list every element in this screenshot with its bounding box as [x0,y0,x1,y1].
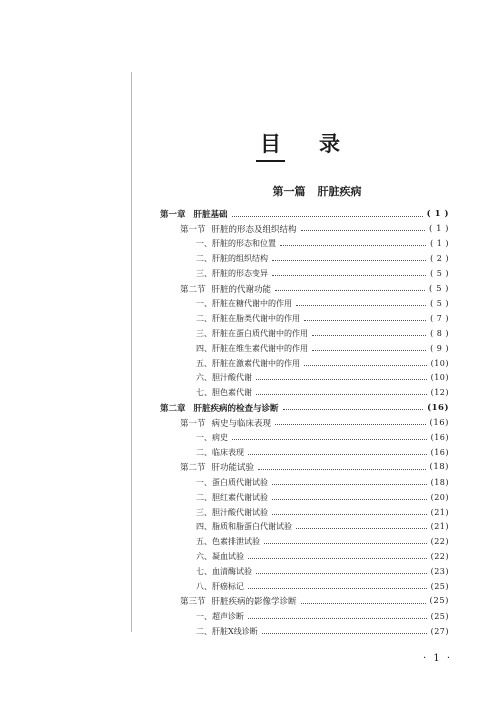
toc-entry-page: (16) [429,417,449,428]
toc-entry-section [180,222,449,236]
toc-entry-label [196,298,292,309]
toc-entry-item [196,341,449,355]
toc-entry-label [196,551,244,562]
toc-entry-number: 第二章 [160,403,186,414]
toc-entry-title: 三、肝脏在蛋白质代谢中的作用 [196,328,308,338]
dot-leader [232,439,427,440]
toc-entry-title: 二、临床表现 [196,447,244,457]
toc-entry-label [160,208,228,220]
dot-leader [248,588,427,589]
toc-entry-page: (16) [430,447,449,457]
toc-entry-page: ( 5 ) [430,298,449,308]
toc-entry-title: 七、胆色素代谢 [196,388,252,398]
toc-entry-item [196,431,449,445]
toc-entry-label [196,492,268,503]
toc-entry-item [196,505,449,519]
toc-entry-label [196,387,252,398]
part-name: 肝脏疾病 [317,185,362,198]
dot-leader [256,573,427,574]
toc-entry-number: 第一节 [180,418,206,429]
toc-entry-title: 六、胆汁酸代谢 [196,373,252,383]
toc-entry-number: 第二节 [180,463,206,474]
toc-entry-title: 肝脏疾病的影像学诊断 [211,597,297,608]
dot-leader [272,514,427,515]
toc-entry-label [196,566,252,577]
toc-entry-page: ( 1 ) [426,209,449,219]
dot-leader [296,305,426,306]
dot-leader [312,335,426,336]
toc-entry-page: ( 1 ) [430,239,449,249]
dot-leader [272,275,426,276]
toc-entry-title: 肝脏基础 [193,210,228,220]
toc-entry-item [196,520,449,534]
toc-entry-page: ( 7 ) [430,313,449,323]
toc-entry-item [196,267,449,281]
toc-entry-title: 一、蛋白质代谢试验 [196,477,268,487]
toc-entry-label [196,253,268,264]
toc-entry-title: 肝脏的代谢功能 [211,284,272,295]
toc-entry-title: 二、肝脏在脂类代谢中的作用 [196,313,300,323]
dot-leader [304,320,426,321]
toc-entry-page: (10) [430,358,449,368]
toc-entry-number: 第一章 [160,210,186,220]
dot-leader [264,543,427,544]
dot-leader [301,603,426,604]
part-heading [0,183,504,199]
toc-entry-item [196,311,449,325]
toc-entry-title: 五、色素排泄试验 [196,537,260,547]
dot-leader [256,394,427,395]
dot-leader [312,350,426,351]
toc-entry-chapter [160,207,449,221]
toc-entry-item [196,296,449,310]
toc-entry-label [196,581,244,592]
page-number: · 1 · [423,653,453,664]
toc-entry-title: 四、脂质和脂蛋白代谢试验 [196,522,292,532]
toc-entry-title: 六、凝血试验 [196,552,244,562]
toc-entry-item [196,535,449,549]
dot-leader [272,260,426,261]
dot-leader [304,365,427,366]
toc-entry-page: (25) [430,611,449,621]
toc-entry-title: 四、肝脏在维生素代谢中的作用 [196,343,308,353]
toc-entry-page: ( 8 ) [430,328,449,338]
toc-entry-section [180,416,449,430]
toc-entry-page: (16) [430,433,449,442]
toc-entry-label [196,343,308,354]
toc-entry-title: 三、胆汁酸代谢试验 [196,507,268,517]
toc-entry-item [196,624,449,638]
title-char-1: 目 [256,128,285,162]
toc-entry-section [180,282,449,296]
dot-leader [275,290,425,291]
toc-entry-page: (18) [430,477,449,487]
toc-entry-page: (22) [430,552,449,562]
toc-entry-title: 肝脏疾病的检查与诊断 [193,403,279,414]
toc-entry-label [196,521,292,532]
toc-entry-item [196,371,449,385]
toc-entry-label [196,328,308,339]
toc-entry-page: (20) [430,492,449,502]
toc-entry-page: (21) [430,522,449,532]
part-number: 第一篇 [272,185,306,198]
toc-entry-label [196,313,300,324]
toc-entry-title: 二、肝脏X线诊断 [196,626,258,636]
toc-entry-title: 八、肝癌标记 [196,582,244,591]
toc-entry-item [196,252,449,266]
dot-leader [248,558,427,559]
toc-entry-page: (16) [427,402,449,413]
toc-entry-number: 第二节 [180,284,206,295]
dot-leader [272,499,427,500]
toc-entry-item [196,490,449,504]
toc-entry-page: (21) [430,507,449,517]
toc-entry-page: (23) [430,567,449,577]
toc-entry-item [196,356,449,370]
dot-leader [262,633,427,634]
toc-entry-item [196,326,449,340]
dot-leader [283,409,424,410]
toc-entry-label [196,447,244,458]
toc-entry-item [196,565,449,579]
toc-entry-page: ( 5 ) [429,283,449,294]
toc-entry-title: 一、肝脏在糖代谢中的作用 [196,298,292,308]
toc-entry-number: 第一节 [180,224,206,235]
toc-entry-title: 一、肝脏的形态和位置 [196,239,276,249]
toc-entry-page: ( 9 ) [430,343,449,353]
dot-leader [256,379,427,380]
toc-entry-page: ( 5 ) [430,269,449,279]
toc-entry-chapter [160,401,449,415]
toc-entry-label [196,477,268,488]
dot-leader [248,454,427,455]
toc-entry-page: (22) [430,537,449,547]
dot-leader [280,245,426,246]
toc-entry-page: (25) [430,582,449,591]
page-title [256,128,340,162]
toc-entry-title: 一、超声诊断 [196,611,244,621]
dot-leader [248,618,427,619]
toc-entry-title: 病史与临床表现 [211,418,272,429]
toc-entry-page: ( 1 ) [429,223,449,234]
toc-entry-label [180,417,271,429]
toc-entry-section [180,594,449,608]
toc-entry-item [196,550,449,564]
toc-entry-title: 五、肝脏在激素代谢中的作用 [196,358,300,368]
toc-entry-title: 二、胆红素代谢试验 [196,492,268,502]
page-gutter-line [131,72,132,632]
toc-entry-title: 一、病史 [196,433,228,442]
toc-entry-item [196,445,449,459]
toc-entry-label [196,268,268,279]
toc-entry-title: 七、血清酶试验 [196,567,252,577]
toc-entry-number: 第三节 [180,597,206,608]
toc-entry-label [196,358,300,369]
toc-entry-title: 肝脏的形态及组织结构 [211,224,297,235]
toc-entry-label [196,238,276,249]
toc-entry-title: 三、肝脏的形态变异 [196,269,268,279]
title-char-2: 录 [319,131,340,156]
toc-entry-page: ( 2 ) [430,254,449,264]
toc-entry-section [180,460,449,474]
toc-entry-page: (18) [429,462,449,473]
toc-entry-label [196,611,244,622]
dot-leader [232,216,423,217]
toc-entry-page: (27) [430,626,449,636]
dot-leader [272,484,427,485]
dot-leader [258,469,426,470]
toc-entry-title: 肝功能试验 [211,463,255,474]
toc-entry-item [196,609,449,623]
toc-entry-label [196,536,260,547]
dot-leader [301,230,426,231]
toc-entry-label [196,432,228,443]
toc-entry-item [196,237,449,251]
dot-leader [275,424,426,425]
toc-entry-label [196,372,252,383]
toc-entry-item [196,580,449,594]
toc-entry-label [180,283,271,295]
toc-entry-page: (10) [430,373,449,383]
toc-entry-label [196,626,258,637]
toc-entry-label [180,595,297,607]
toc-entry-label [160,402,279,414]
toc-entry-item [196,386,449,400]
toc-entry-page: (12) [430,388,449,398]
dot-leader [296,528,427,529]
toc-entry-item [196,475,449,489]
toc-entry-title: 二、肝脏的组织结构 [196,254,268,264]
toc-entry-label [180,223,297,235]
toc-entry-label [180,461,254,473]
toc-entry-label [196,507,268,518]
toc-entry-page: (25) [429,596,449,607]
